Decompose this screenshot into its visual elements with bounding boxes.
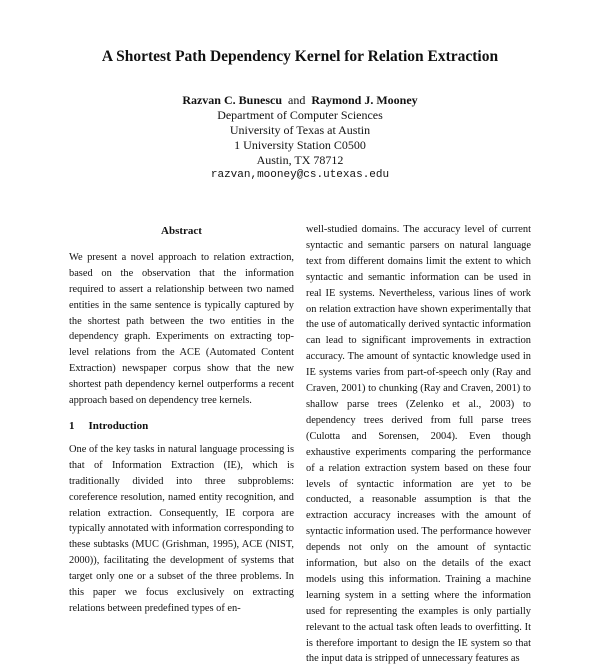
- section-heading-introduction: [69, 419, 294, 435]
- author-block: [0, 93, 600, 183]
- affiliation-university: University of Texas at Austin: [229, 123, 371, 137]
- left-column: [69, 224, 294, 617]
- section-title: Introduction: [88, 419, 149, 432]
- section-number: 1: [69, 419, 75, 432]
- introduction-text: One of the key tasks in natural language processing is that of Information Extraction (IE), which is traditionally divided into three subproblems: coreference resolution, named entity recognition, and relation extraction. Consequently, IE corpora are typically annotated with information corresponding to these subtasks (MUC (Grishman, 1995), ACE (NIST, 2000)), facilitating the development of systems that target only one or a subset of the three problems. In this paper we focus exclusively on extracting relations between predefined types of en-: [69, 443, 294, 614]
- author-email: razvan,mooney@cs.utexas.edu: [210, 169, 390, 181]
- affiliation-station: 1 University Station C0500: [234, 138, 366, 152]
- affiliation-city: Austin, TX 78712: [256, 153, 344, 167]
- abstract-heading: Abstract: [161, 225, 202, 237]
- author-2: Raymond J. Mooney: [311, 93, 418, 107]
- right-column-text: well-studied domains. The accuracy level of current syntactic and semantic parsers on natural language text from different domains limit the extent to which syntactic and semantic information can be used in real IE systems. Nevertheless, various lines of work on relation extraction have shown experimentally that the use of automatically derived syntactic information can lead to significant improvements in extraction accuracy. The amount of syntactic knowledge used in IE systems varies from part-of-speech only (Ray and Craven, 2001) to chunking (Ray and Craven, 2001) to shallow parse trees (Zelenko et al., 2003) to dependency trees derived from full parse trees (Culotta and Sorensen, 2004). Even though exhaustive experiments comparing the performance of a relation extraction system based on these four levels of syntactic information are yet to be conducted, a reasonable assumption is that the extraction accuracy increases with the amount of syntactic information used. The performance however depends not only on the amount of syntactic information, but also on the details of the exact models using this information. Training a machine learning system in a setting where the information used for representing the examples is only partially relevant to the actual task often leads to overfitting. It is therefore important to design the IE system so that the input data is stripped of unnecessary features as: [306, 224, 531, 665]
- author-1: Razvan C. Bunescu: [182, 93, 282, 107]
- right-column: [306, 222, 531, 667]
- abstract-text: We present a novel approach to relation extraction, based on the observation that the information required to assert a relationship between two named entities in the same sentence is typically captured by the shortest path between the two entities in the dependency graph. Experiments on extracting top-level relations from the ACE (Automated Content Extraction) newspaper corpus show that the new shortest path dependency kernel outperforms a recent approach based on dependency tree kernels.: [69, 251, 294, 407]
- author-conjunction: and: [288, 93, 306, 107]
- paper-title: A Shortest Path Dependency Kernel for Relation Extraction: [101, 48, 499, 65]
- author-names: [0, 93, 600, 108]
- affiliation-department: Department of Computer Sciences: [217, 108, 383, 122]
